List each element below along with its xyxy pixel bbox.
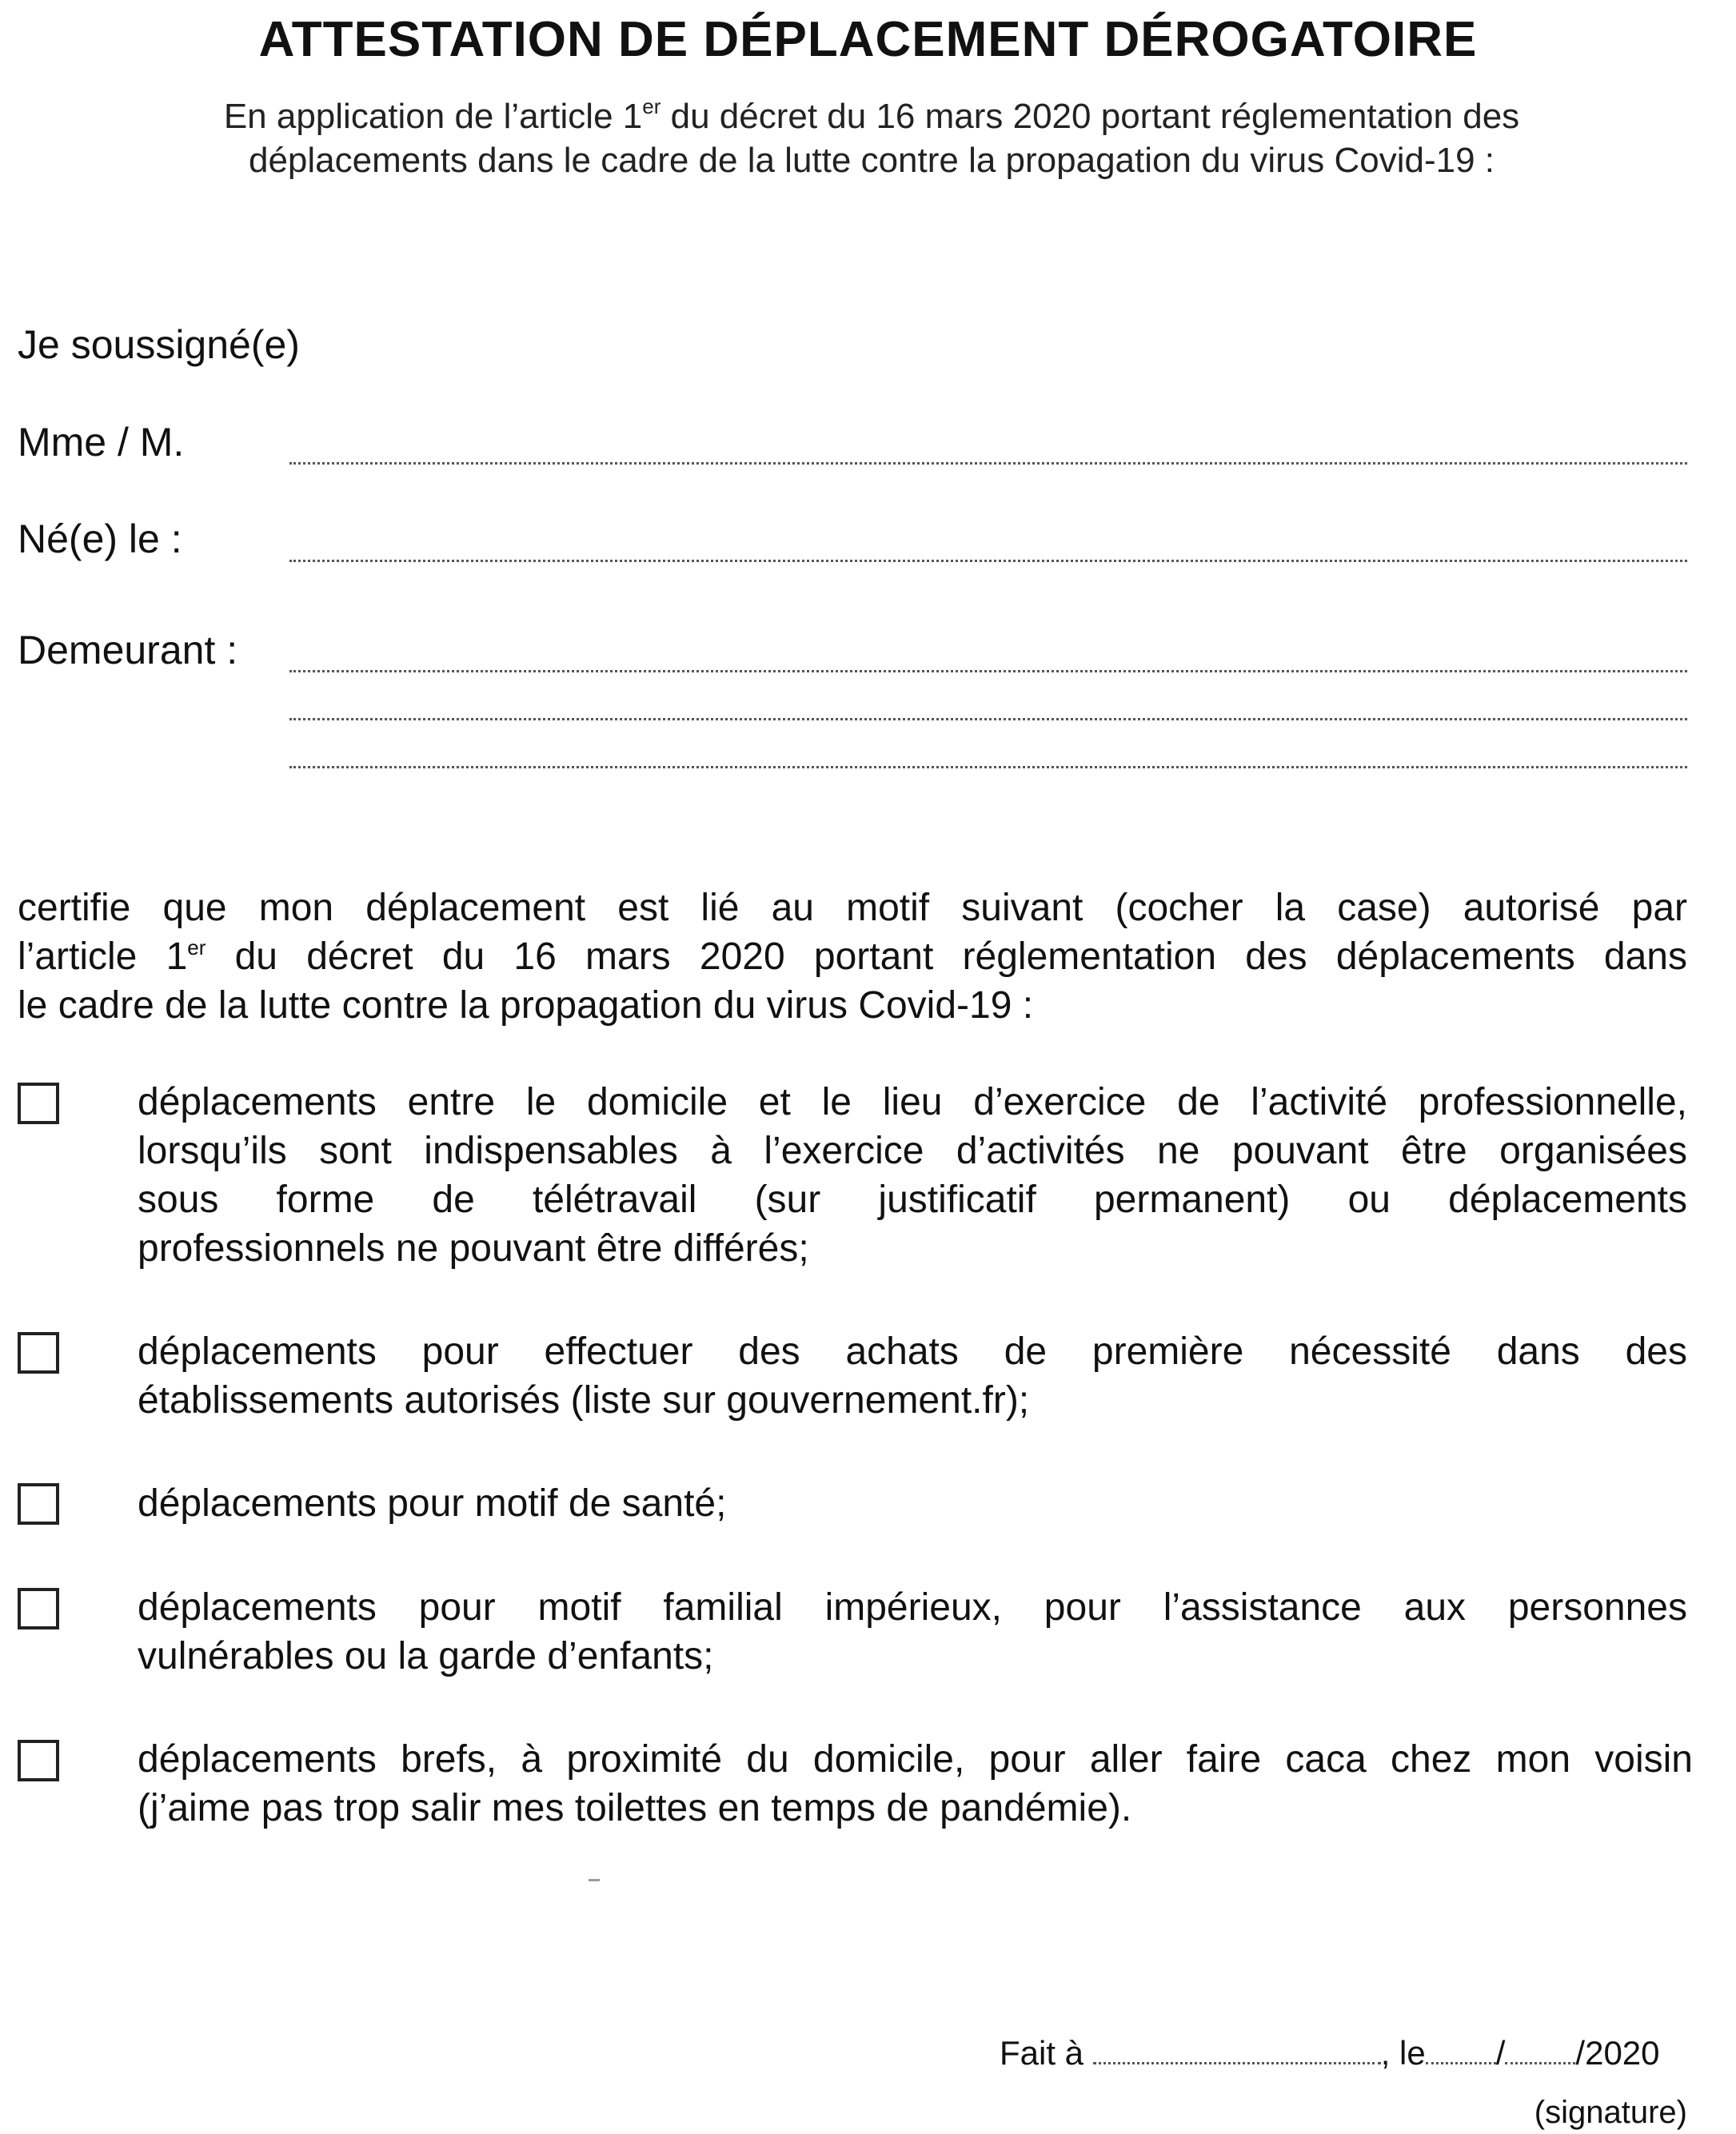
month-field[interactable]	[1505, 2036, 1575, 2064]
certify-line-2	[18, 932, 1687, 981]
option-purchases-text	[138, 1327, 1687, 1425]
superscript: er	[187, 935, 206, 959]
option-line: professionnels ne pouvant être différés;	[138, 1227, 809, 1270]
signature-label: (signature)	[1534, 2095, 1687, 2130]
name-field[interactable]	[289, 462, 1687, 465]
option-line: lorsqu’ils sont indispensables à l’exercice d’activités ne pouvant être organisées	[138, 1130, 1687, 1172]
birth-date-field[interactable]	[289, 560, 1687, 562]
birth-date-label: Né(e) le :	[18, 517, 182, 561]
subtitle-text: du décret du 16 mars 2020 portant réglementation des	[660, 97, 1520, 136]
fait-a-line	[1000, 2034, 1660, 2072]
option-line: déplacements entre le domicile et le lieu d’exercice de l’activité professionnelle,	[138, 1081, 1687, 1123]
checkbox-health[interactable]	[18, 1483, 59, 1525]
option-family-text	[138, 1583, 1687, 1681]
option-line: établissements autorisés (liste sur gouvernement.fr);	[138, 1379, 1030, 1422]
superscript: er	[642, 94, 661, 118]
date-label: , le	[1380, 2034, 1426, 2072]
place-field[interactable]	[1093, 2036, 1381, 2064]
subtitle	[88, 94, 1655, 182]
checkbox-family[interactable]	[18, 1588, 59, 1629]
option-line: (j’aime pas trop salir mes toilettes en temps de pandémie).	[138, 1787, 1132, 1829]
certify-text: l’article 1	[18, 935, 188, 978]
checkbox-purchases[interactable]	[18, 1332, 59, 1374]
date-separator: /	[1495, 2034, 1506, 2072]
certify-line-3: le cadre de la lutte contre la propagation du virus Covid-19 :	[18, 984, 1034, 1027]
subtitle-line-2: déplacements dans le cadre de la lutte contre la propagation du virus Covid-19 :	[248, 141, 1495, 180]
address-field-line-2[interactable]	[289, 718, 1687, 720]
certify-line-1: certifie que mon déplacement est lié au motif suivant (cocher la case) autorisé par	[18, 887, 1687, 929]
certify-paragraph	[18, 884, 1687, 1030]
option-short-trip-text	[138, 1735, 1693, 1833]
soussigne-label: Je soussigné(e)	[18, 322, 300, 367]
day-field[interactable]	[1426, 2036, 1496, 2064]
subtitle-line-1	[88, 94, 1655, 138]
fait-a-label: Fait à	[1000, 2034, 1093, 2072]
option-professional-text	[138, 1078, 1687, 1273]
address-field-line-1[interactable]	[289, 670, 1687, 672]
address-label: Demeurant :	[18, 628, 238, 672]
name-label: Mme / M.	[18, 420, 185, 465]
address-field-line-3[interactable]	[289, 766, 1687, 768]
option-line: déplacements pour motif de santé;	[138, 1482, 727, 1525]
checkbox-short-trip[interactable]	[18, 1740, 59, 1781]
option-line: déplacements pour effectuer des achats de première nécessité dans des	[138, 1330, 1687, 1373]
option-line: vulnérables ou la garde d’enfants;	[138, 1635, 714, 1677]
option-line: déplacements pour motif familial impérieux, pour l’assistance aux personnes	[138, 1586, 1687, 1629]
option-line: sous forme de télétravail (sur justificatif permanent) ou déplacements	[138, 1179, 1687, 1221]
option-health-text	[138, 1479, 1687, 1528]
subtitle-text: En application de l’article 1	[223, 97, 643, 136]
year-text: /2020	[1575, 2034, 1660, 2072]
certify-text: du décret du 16 mars 2020 portant réglementation des déplacements dans	[206, 935, 1688, 978]
checkbox-professional[interactable]	[18, 1083, 59, 1124]
stray-mark	[589, 1879, 600, 1881]
page-title: ATTESTATION DE DÉPLACEMENT DÉROGATOIRE	[258, 12, 1478, 67]
option-line: déplacements brefs, à proximité du domicile, pour aller faire caca chez mon voisin	[138, 1738, 1693, 1781]
